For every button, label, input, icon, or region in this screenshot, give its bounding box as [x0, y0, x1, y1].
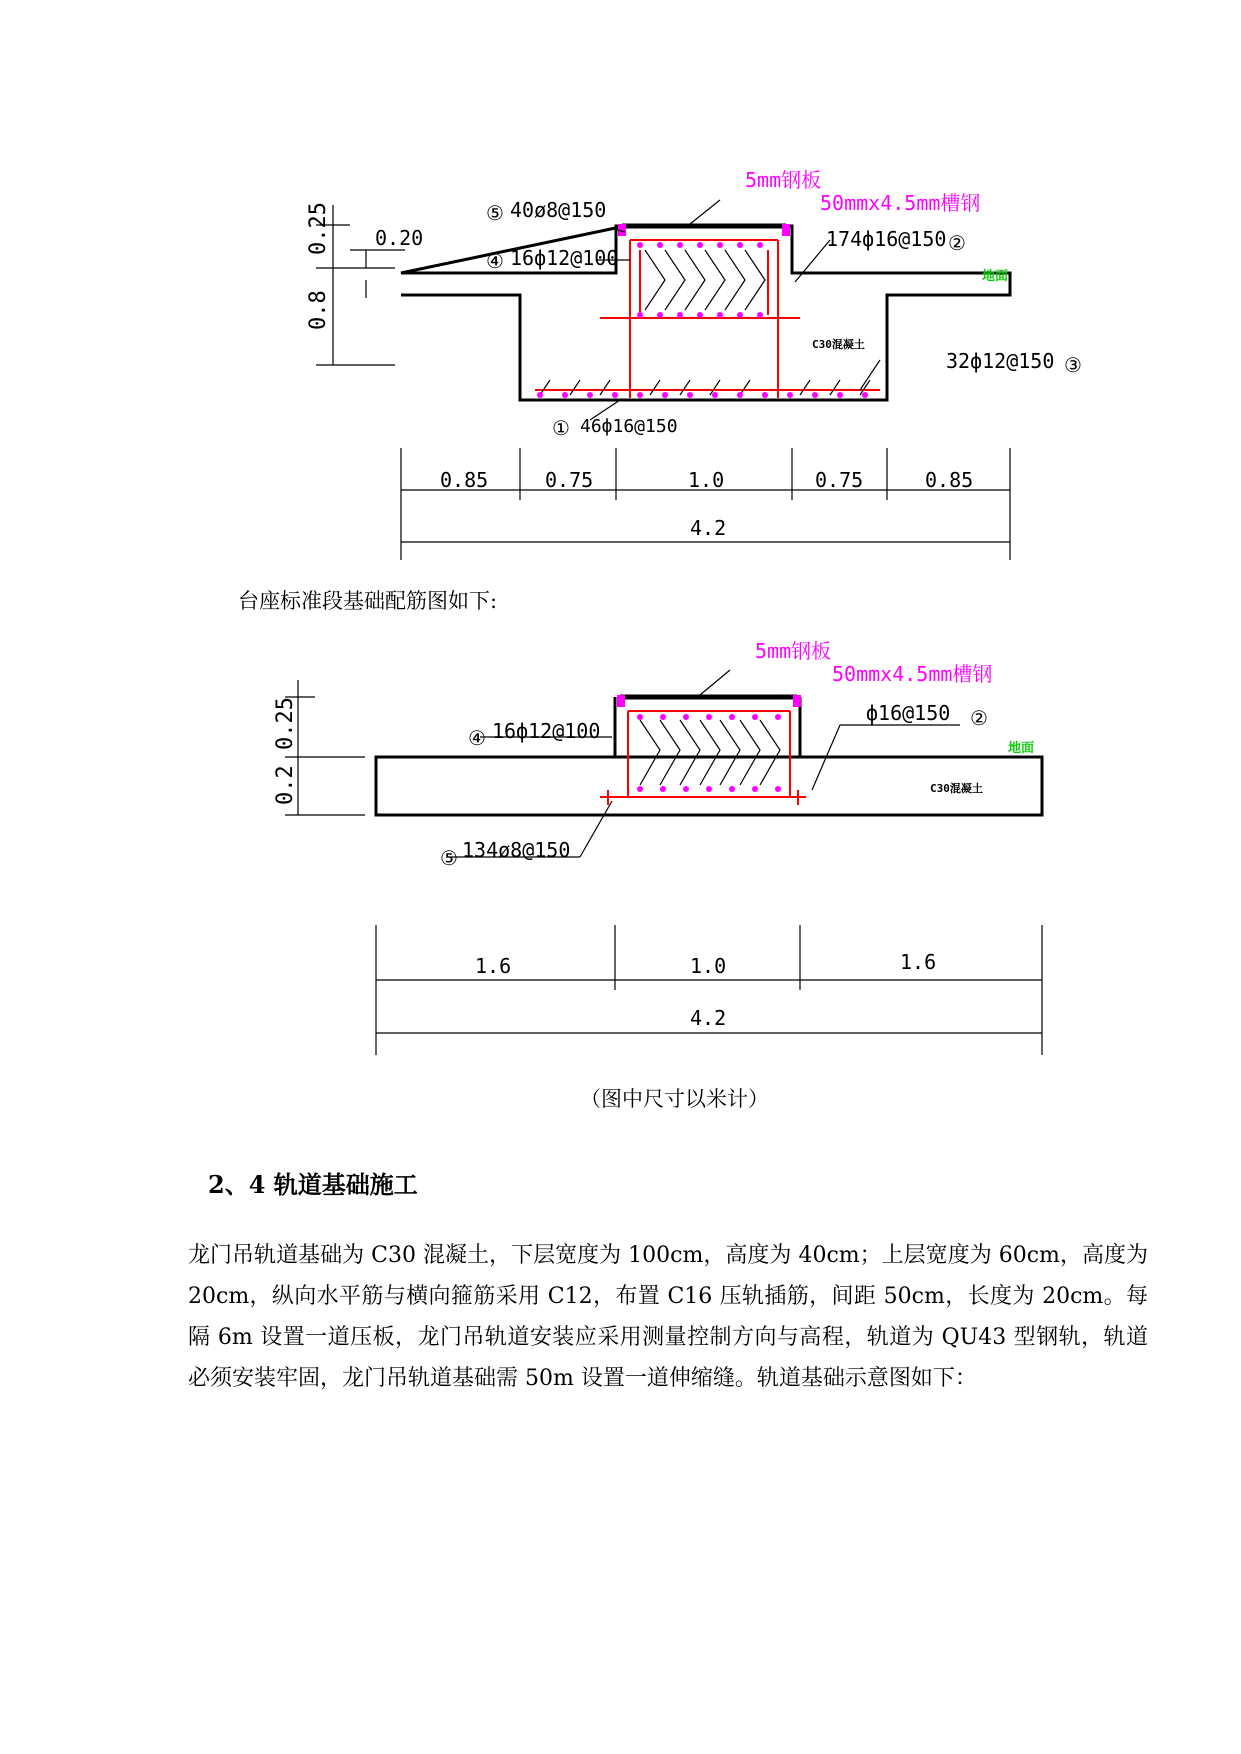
label-concrete: C30混凝土 — [930, 782, 983, 795]
label-rebar-1: 46ф16@150 — [580, 416, 678, 437]
dim-02: 0.2 — [273, 765, 298, 805]
stirrup-hatch — [640, 720, 780, 785]
label-circle-3: ③ — [1064, 353, 1082, 377]
dim-025: 0.25 — [273, 697, 298, 750]
label-steel-plate: 5mm钢板 — [755, 639, 832, 663]
label-circle-2: ② — [970, 706, 988, 730]
label-concrete: C30混凝土 — [812, 338, 865, 351]
channel-steel-left — [617, 695, 625, 707]
dim-h-2: 1.0 — [690, 954, 727, 978]
dim-h-1: 1.6 — [475, 954, 512, 978]
dim-h-5: 0.85 — [925, 468, 974, 492]
caption-units: （图中尺寸以米计） — [580, 1087, 769, 1111]
dim-08: 0.8 — [306, 290, 331, 330]
label-circle-2: ② — [948, 231, 966, 255]
label-circle-4: ④ — [468, 726, 486, 750]
stirrup-hatch — [645, 250, 765, 310]
label-rebar-2: 174ф16@150 — [826, 227, 947, 251]
dim-total: 4.2 — [690, 516, 727, 540]
label-rebar-5: 40ø8@150 — [510, 198, 607, 222]
label-ground: 地面 — [1008, 741, 1035, 756]
caption-standard-section: 台座标准段基础配筋图如下: — [238, 589, 498, 613]
dim-h-2: 0.75 — [545, 468, 594, 492]
label-rebar-2: ф16@150 — [866, 701, 951, 725]
figure-1-foundation-section — [0, 150, 1241, 570]
dim-020: 0.20 — [375, 226, 424, 250]
dim-total: 4.2 — [690, 1006, 727, 1030]
label-circle-4: ④ — [486, 249, 504, 273]
label-channel-steel: 50mmx4.5mm槽钢 — [820, 191, 981, 215]
label-rebar-3: 32ф12@150 — [946, 349, 1055, 373]
dim-h-4: 0.75 — [815, 468, 864, 492]
figure-2-drawing — [0, 625, 1241, 1065]
label-rebar-4: 16ф12@100 — [492, 719, 601, 743]
dim-h-3: 1.0 — [688, 468, 725, 492]
horizontal-dimension-lines — [401, 448, 1010, 560]
channel-steel-right — [793, 695, 801, 707]
label-circle-1: ① — [552, 416, 570, 440]
channel-steel-right — [782, 224, 790, 236]
paragraph-track-foundation: 龙门吊轨道基础为 C30 混凝土，下层宽度为 100cm，高度为 40cm；上层宽度为 60cm，高度为 20cm，纵向水平筋与横向箍筋采用 C12，布置 C16 压轨插筋，间距 50cm，长度为 20cm。每隔 6m 设置一道压板，龙门吊轨道安装应采用测量控制方向与高程，轨道为 QU43 型钢轨，轨道必须安装牢固，龙门吊轨道基础需 50m 设置一道伸缩缝。轨道基础示意图如下： — [188, 1243, 1148, 1391]
horizontal-dimension-lines — [376, 925, 1042, 1055]
label-channel-steel: 50mmx4.5mm槽钢 — [832, 662, 993, 686]
figure-2-standard-section — [0, 625, 1241, 1065]
label-circle-5: ⑤ — [486, 201, 504, 225]
figure-1-drawing — [0, 150, 1241, 570]
dim-h-1: 0.85 — [440, 468, 489, 492]
label-steel-plate: 5mm钢板 — [745, 168, 822, 192]
dim-h-3: 1.6 — [900, 950, 937, 974]
label-rebar-5: 134ø8@150 — [462, 838, 571, 862]
label-ground: 地面 — [982, 269, 1009, 284]
dim-025: 0.25 — [306, 202, 331, 255]
label-circle-5: ⑤ — [440, 846, 458, 870]
label-rebar-4: 16ф12@100 — [510, 246, 619, 270]
section-heading: 2、4 轨道基础施工 — [208, 1170, 418, 1199]
